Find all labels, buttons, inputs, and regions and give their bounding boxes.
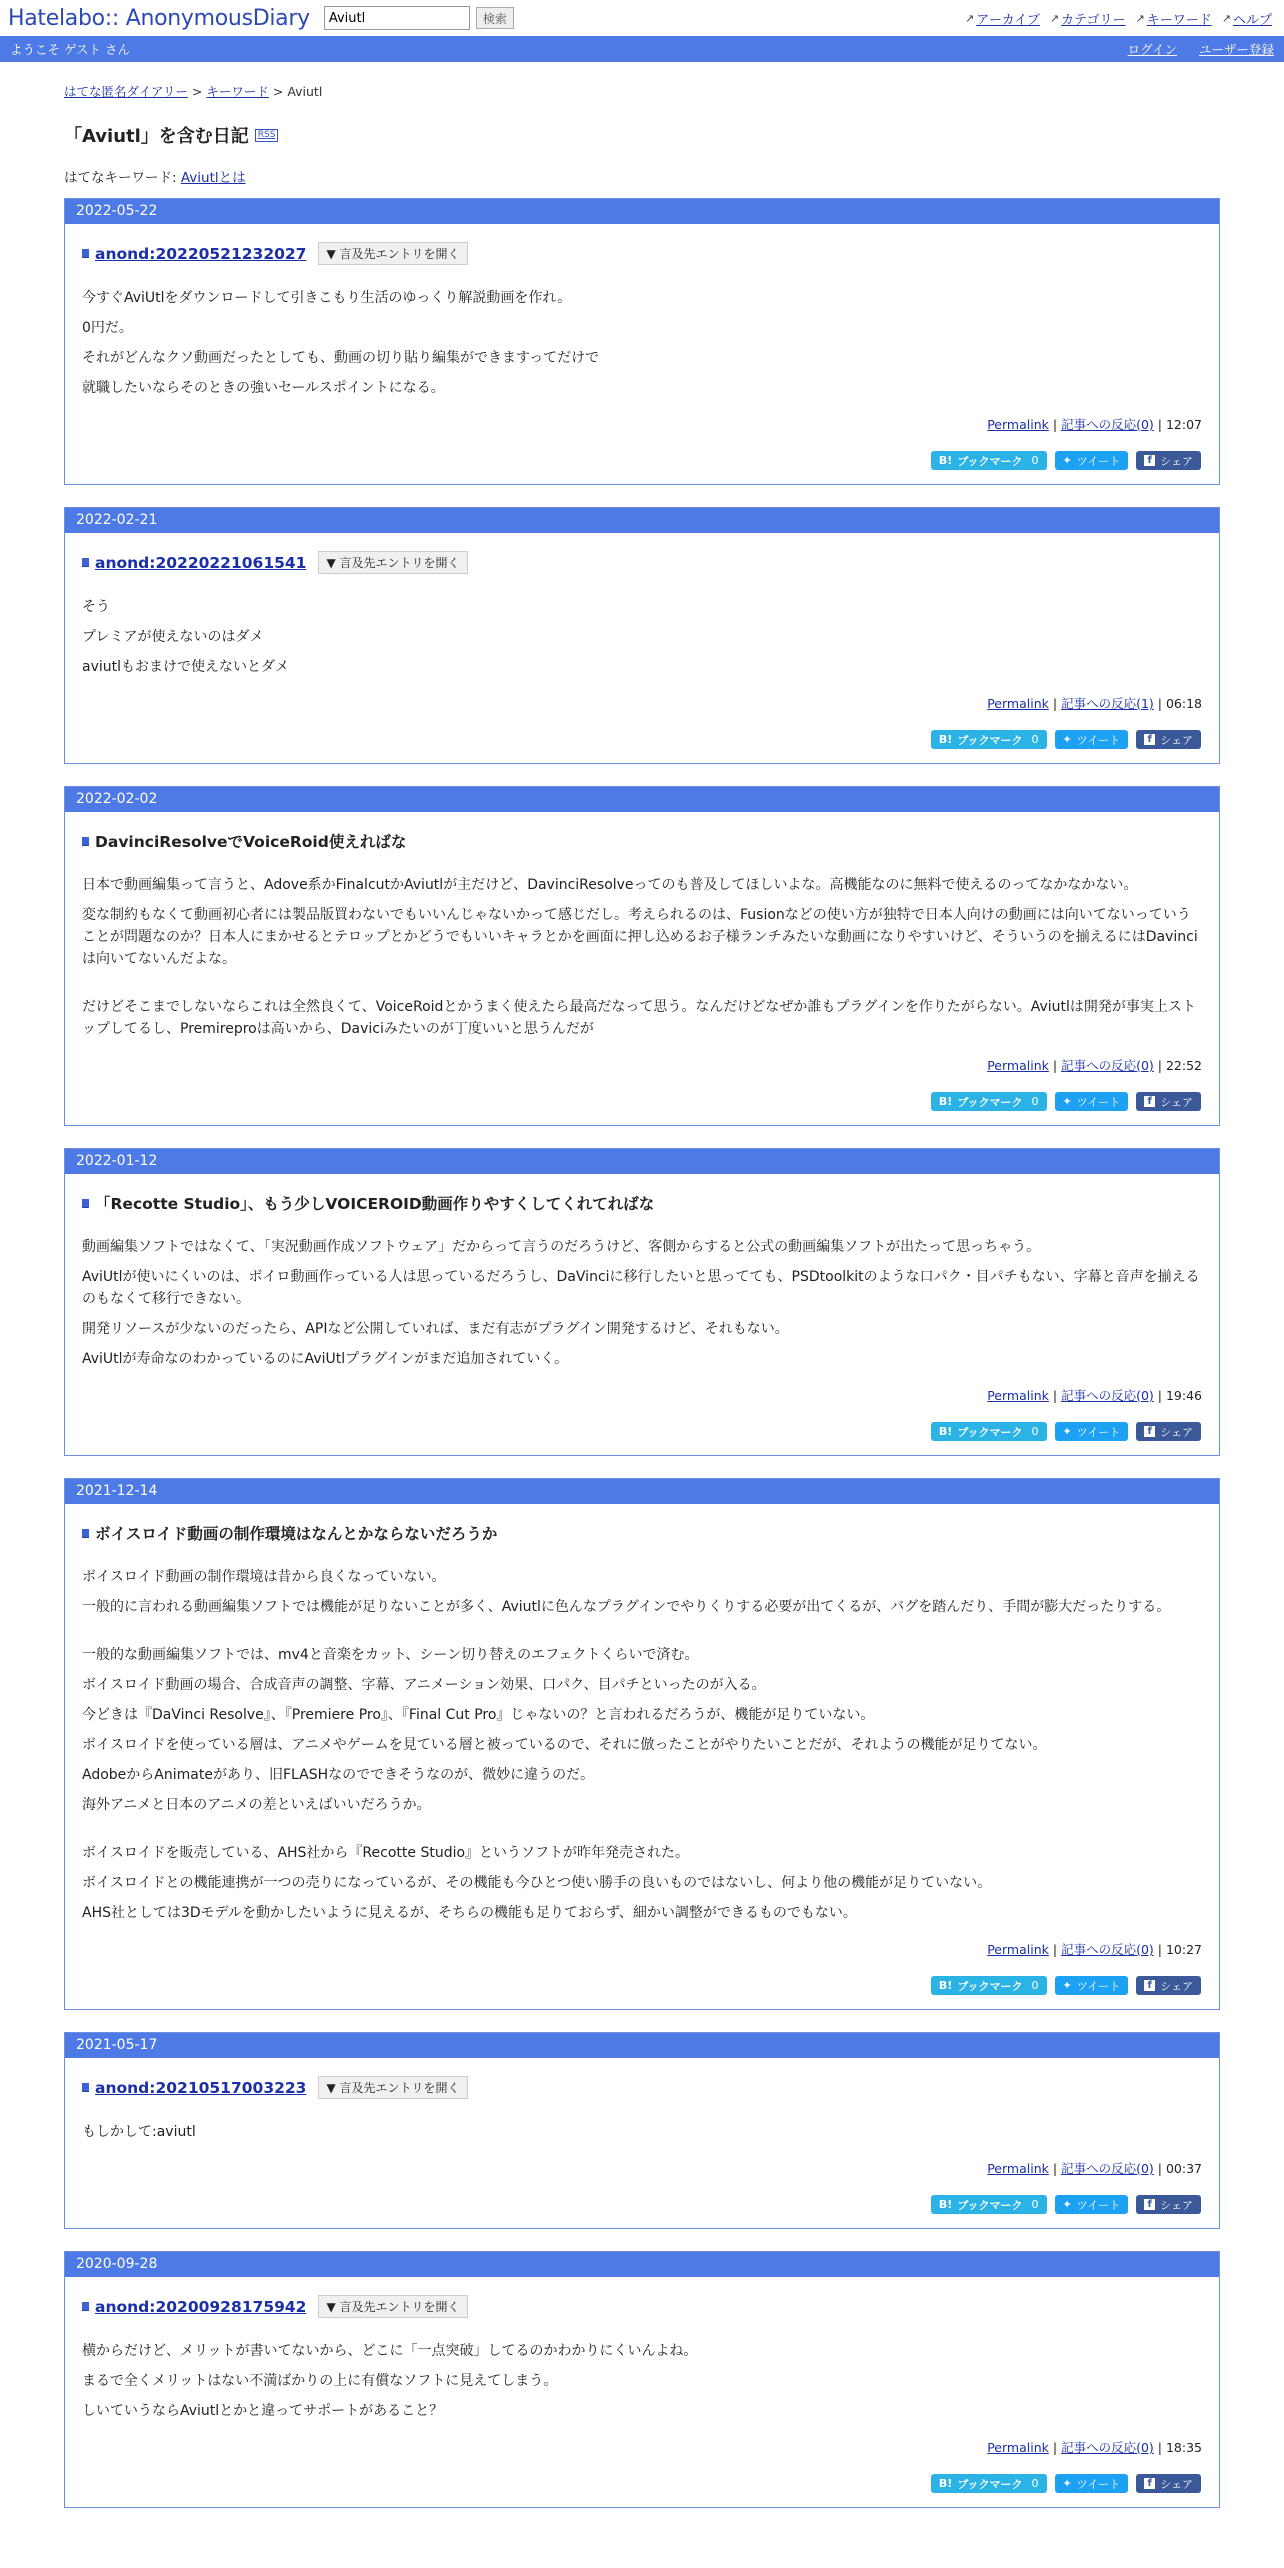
breadcrumb-separator: >: [272, 84, 284, 99]
entry-time: 12:07: [1165, 417, 1202, 432]
share-buttons: [82, 2195, 1202, 2214]
facebook-share-button[interactable]: [1136, 730, 1201, 749]
entry-title: [82, 554, 306, 572]
entry-time: 18:35: [1165, 2440, 1202, 2455]
reactions-link[interactable]: 記事への反応(0): [1061, 1388, 1154, 1403]
footer-separator: |: [1157, 1058, 1162, 1073]
welcome-text: ようこそ ゲスト さん: [10, 42, 130, 57]
entry-square-icon[interactable]: [82, 249, 89, 258]
entry-footer: [82, 1386, 1202, 1404]
facebook-icon: f: [1144, 734, 1155, 745]
twitter-bird-icon: ✦: [1062, 1095, 1072, 1108]
hatena-bookmark-icon: B!: [938, 1979, 953, 1992]
entry-paragraph: そう: [82, 599, 110, 615]
entry-paragraph: まるで全くメリットはない不満ばかりの上に有償なソフトに見えてしまう。: [82, 2373, 558, 2389]
breadcrumb-home-link[interactable]: はてな匿名ダイアリー: [64, 84, 188, 99]
entry-footer: [82, 415, 1202, 433]
nav-help-link[interactable]: ヘルプ: [1232, 13, 1272, 28]
arrow-icon: ↗: [1049, 12, 1060, 25]
footer-separator: |: [1052, 1942, 1058, 1957]
entry-title: [82, 2298, 306, 2316]
tweet-button[interactable]: [1055, 451, 1129, 470]
day-date: 2022-02-21: [65, 508, 1219, 533]
hatena-bookmark-count: 0: [1031, 733, 1039, 746]
day-date: 2022-05-22: [65, 199, 1219, 224]
facebook-icon: f: [1144, 455, 1155, 466]
entry: [65, 812, 1219, 1125]
expand-reference-button[interactable]: ▼ 言及先エントリを開く: [318, 2076, 467, 2099]
share-buttons: [82, 1422, 1202, 1441]
keyword-line: [64, 166, 1220, 186]
share-label: シェア: [1160, 1979, 1193, 1993]
page-title: [64, 122, 1220, 148]
breadcrumb-current: Aviutl: [287, 84, 323, 99]
entry-footer: [82, 1940, 1202, 1958]
entry-paragraph: 動画編集ソフトではなくて、「実況動画作成ソフトウェア」だからって言うのだろうけど、客側からすると公式の動画編集ソフトが出たって思っちゃう。: [82, 1239, 1041, 1255]
permalink-link[interactable]: Permalink: [987, 1058, 1049, 1073]
day-section: [64, 507, 1220, 764]
entry-square-icon[interactable]: [82, 558, 89, 567]
arrow-icon: ↗: [965, 12, 975, 25]
keyword-label: はてなキーワード:: [64, 170, 181, 186]
entry-body: [82, 1566, 1202, 1924]
hatena-bookmark-icon: B!: [938, 1425, 953, 1438]
share-label: シェア: [1160, 1425, 1193, 1439]
hatena-bookmark-count: 0: [1031, 2198, 1039, 2211]
facebook-share-button[interactable]: [1136, 1422, 1201, 1441]
entry: [65, 2277, 1219, 2507]
entry-square-icon[interactable]: [82, 1529, 89, 1538]
share-label: シェア: [1160, 454, 1193, 468]
day-date: 2021-12-14: [65, 1479, 1219, 1504]
day-section: [64, 2032, 1220, 2229]
day-section: [64, 1478, 1220, 2010]
share-label: シェア: [1160, 2198, 1193, 2212]
twitter-bird-icon: ✦: [1062, 2198, 1072, 2211]
entry-square-icon[interactable]: [82, 1199, 89, 1208]
share-label: シェア: [1160, 1095, 1193, 1109]
account-links: [1128, 40, 1274, 58]
entry-time: 19:46: [1165, 1388, 1202, 1403]
breadcrumb-separator: >: [191, 84, 203, 99]
tweet-label: ツイート: [1076, 2198, 1121, 2212]
arrow-icon: ↗: [1221, 12, 1231, 25]
reactions-link[interactable]: 記事への反応(1): [1061, 696, 1154, 711]
keyword-link[interactable]: Aviutlとは: [180, 170, 246, 186]
main-content: [64, 82, 1220, 2508]
hatena-bookmark-label: ブックマーク: [957, 1095, 1023, 1109]
tweet-button[interactable]: [1055, 730, 1129, 749]
entry-title: [82, 2079, 306, 2097]
arrow-icon: ↗: [1135, 12, 1145, 25]
permalink-link[interactable]: Permalink: [987, 417, 1049, 432]
entry-title-row: [82, 242, 1202, 265]
hatena-bookmark-button[interactable]: [931, 451, 1047, 470]
footer-separator: |: [1157, 696, 1162, 711]
entry-title-link[interactable]: anond:20200928175942: [95, 2297, 307, 2316]
facebook-icon: f: [1144, 2478, 1155, 2489]
nav-item-category: [1050, 9, 1126, 28]
nav-keyword-link[interactable]: キーワード: [1146, 13, 1212, 28]
footer-separator: |: [1052, 2161, 1058, 2176]
entry-paragraph: 横からだけど、メリットが書いてないから、どこに「一点突破」してるのかわかりにくいんよね。: [82, 2343, 698, 2359]
entry-body: [82, 596, 1202, 678]
blank-line: [82, 1824, 1202, 1842]
entry-title-row: [82, 2295, 1202, 2318]
day-date: 2021-05-17: [65, 2033, 1219, 2058]
entry: [65, 1174, 1219, 1455]
entry-title-text: DavinciResolveでVoiceRoid使えればな: [95, 833, 407, 851]
entry-footer: [82, 1056, 1202, 1074]
twitter-bird-icon: ✦: [1062, 1979, 1072, 1992]
entry: [65, 224, 1219, 484]
entry-body: [82, 874, 1202, 1040]
reactions-link[interactable]: 記事への反応(0): [1061, 2161, 1154, 2176]
entry-list: [64, 198, 1220, 2508]
twitter-bird-icon: ✦: [1062, 1425, 1072, 1438]
register-link[interactable]: ユーザー登録: [1198, 42, 1274, 57]
entry-paragraph: ボイスロイドとの機能連携が一つの売りになっているが、その機能も今ひとつ使い勝手の良いものではないし、何より他の機能が足りていない。: [82, 1875, 992, 1891]
entry-paragraph: 一般的な動画編集ソフトでは、mv4と音楽をカット、シーン切り替えのエフェクトくらいで済む。: [82, 1647, 699, 1663]
entry-square-icon[interactable]: [82, 2302, 89, 2311]
breadcrumb: [64, 82, 1220, 100]
tweet-label: ツイート: [1076, 454, 1121, 468]
hatena-bookmark-icon: B!: [938, 454, 953, 467]
entry-time: 22:52: [1165, 1058, 1202, 1073]
twitter-bird-icon: ✦: [1062, 454, 1072, 467]
entry-title-link[interactable]: anond:20210517003223: [95, 2078, 307, 2097]
footer-separator: |: [1157, 417, 1162, 432]
hatena-bookmark-count: 0: [1031, 1425, 1039, 1438]
entry-square-icon[interactable]: [82, 837, 89, 846]
footer-separator: |: [1157, 1942, 1162, 1957]
entry-title-row: [82, 2076, 1202, 2099]
entry-title-link[interactable]: anond:20220221061541: [95, 553, 307, 572]
facebook-share-button[interactable]: [1136, 1092, 1201, 1111]
entry-paragraph: aviutlもおまけで使えないとダメ: [82, 659, 290, 675]
site-logo[interactable]: Hatelabo:: AnonymousDiary: [8, 5, 310, 31]
footer-separator: |: [1052, 417, 1058, 432]
hatena-bookmark-icon: B!: [938, 2477, 953, 2490]
hatena-bookmark-label: ブックマーク: [957, 454, 1023, 468]
twitter-bird-icon: ✦: [1062, 2477, 1072, 2490]
day-date: 2022-01-12: [65, 1149, 1219, 1174]
entry-body: [82, 2340, 1202, 2422]
permalink-link[interactable]: Permalink: [987, 1388, 1049, 1403]
breadcrumb-keyword-link[interactable]: キーワード: [206, 84, 269, 99]
entry-paragraph: AviUtlが寿命なのわかっているのにAviUtlプラグインがまだ追加されていく。: [82, 1351, 569, 1367]
entry: [65, 533, 1219, 763]
permalink-link[interactable]: Permalink: [987, 1942, 1049, 1957]
entry-title-text: ボイスロイド動画の制作環境はなんとかならないだろうか: [95, 1525, 498, 1543]
facebook-icon: f: [1144, 1096, 1155, 1107]
entry-title-text: 「Recotte Studio」、もう少しVOICEROID動画作りやすくしてくれてればな: [95, 1195, 655, 1213]
entry-title: [82, 245, 306, 263]
entry-paragraph: 海外アニメと日本のアニメの差といえばいいだろうか。: [82, 1797, 431, 1813]
footer-separator: |: [1052, 2440, 1058, 2455]
entry-title: [82, 1192, 654, 1214]
entry-paragraph: 開発リソースが少ないのだったら、APIなど公開していれば、まだ有志がプラグイン開発するけど、それもない。: [82, 1321, 789, 1337]
hatena-bookmark-button[interactable]: [931, 1422, 1047, 1441]
hatena-bookmark-count: 0: [1031, 454, 1039, 467]
facebook-share-button[interactable]: [1136, 451, 1201, 470]
entry-title: [82, 830, 406, 852]
entry-paragraph: それがどんなクソ動画だったとしても、動画の切り貼り編集ができますってだけで: [82, 350, 600, 366]
blank-line: [82, 978, 1202, 996]
search-button[interactable]: 検索: [476, 7, 514, 29]
entry-footer: [82, 694, 1202, 712]
hatena-bookmark-button[interactable]: [931, 1092, 1047, 1111]
share-buttons: [82, 451, 1202, 470]
share-buttons: [82, 2474, 1202, 2493]
top-bar: [0, 0, 1284, 36]
footer-separator: |: [1052, 696, 1058, 711]
tweet-button[interactable]: [1055, 2474, 1129, 2493]
entry-paragraph: ボイスロイドを使っている層は、アニメやゲームを見ている層と被っているので、それに倣ったことがやりたいことだが、それようの機能が足りてない。: [82, 1737, 1047, 1753]
entry-paragraph: 就職したいならそのときの強いセールスポイントになる。: [82, 380, 445, 396]
entry: [65, 1504, 1219, 2009]
search-form: [324, 6, 514, 30]
login-link[interactable]: ログイン: [1127, 42, 1177, 57]
entry-paragraph: AviUtlが使いにくいのは、ボイロ動画作っている人は思っているだろうし、DaVinciに移行したいと思ってても、PSDtoolkitのような口パク・目パチもない、字幕と音声を揃えるのもなくて移行できない。: [82, 1269, 1200, 1307]
hatena-bookmark-label: ブックマーク: [957, 2198, 1023, 2212]
nav-item-keyword: [1136, 9, 1212, 28]
tweet-button[interactable]: [1055, 1422, 1129, 1441]
nav-archive-link[interactable]: アーカイブ: [976, 13, 1040, 28]
entry-paragraph: しいていうならAviutlとかと違ってサポートがあること？: [82, 2403, 444, 2419]
entry-paragraph: ボイスロイド動画の場合、合成音声の調整、字幕、アニメーション効果、口パク、目パチといったのが入る。: [82, 1677, 766, 1693]
hatena-bookmark-label: ブックマーク: [957, 733, 1023, 747]
day-section: [64, 198, 1220, 485]
permalink-link[interactable]: Permalink: [987, 2161, 1049, 2176]
welcome-bar: [0, 36, 1284, 62]
facebook-share-button[interactable]: [1136, 2195, 1201, 2214]
tweet-label: ツイート: [1076, 733, 1121, 747]
share-buttons: [82, 730, 1202, 749]
entry-paragraph: ボイスロイド動画の制作環境は昔から良くなっていない。: [82, 1569, 446, 1585]
share-label: シェア: [1160, 2477, 1193, 2491]
share-label: シェア: [1160, 733, 1193, 747]
hatena-bookmark-count: 0: [1031, 1979, 1039, 1992]
entry-body: [82, 287, 1202, 399]
footer-separator: |: [1157, 2161, 1162, 2176]
facebook-share-button[interactable]: [1136, 1976, 1201, 1995]
entry-title-link[interactable]: anond:20220521232027: [95, 244, 307, 263]
hatena-bookmark-label: ブックマーク: [957, 2477, 1023, 2491]
entry-footer: [82, 2438, 1202, 2456]
top-nav: [965, 9, 1272, 28]
footer-separator: |: [1157, 1388, 1162, 1403]
hatena-bookmark-label: ブックマーク: [957, 1979, 1023, 1993]
reactions-link[interactable]: 記事への反応(0): [1061, 417, 1154, 432]
hatena-bookmark-count: 0: [1031, 1095, 1039, 1108]
tweet-button[interactable]: [1055, 1976, 1129, 1995]
entry-paragraph: 0円だ。: [82, 320, 133, 336]
footer-separator: |: [1052, 1388, 1058, 1403]
nav-item-archive: [965, 9, 1040, 28]
footer-separator: |: [1157, 2440, 1162, 2455]
entry-title-row: [82, 1522, 1202, 1544]
entry-paragraph: AdobeからAnimateがあり、旧FLASHなのでできそうなのが、微妙に違うのだ。: [82, 1767, 595, 1783]
entry-paragraph: もしかして:aviutl: [82, 2124, 196, 2140]
nav-item-help: [1222, 9, 1272, 28]
entry-footer: [82, 2159, 1202, 2177]
tweet-label: ツイート: [1076, 2477, 1121, 2491]
rss-icon[interactable]: RSS: [255, 129, 279, 142]
hatena-bookmark-label: ブックマーク: [957, 1425, 1023, 1439]
page-title-text: 「Aviutl」を含む日記: [64, 126, 249, 147]
entry: [65, 2058, 1219, 2228]
tweet-label: ツイート: [1076, 1979, 1121, 1993]
entry-title-row: [82, 1192, 1202, 1214]
facebook-share-button[interactable]: [1136, 2474, 1201, 2493]
day-section: [64, 786, 1220, 1126]
hatena-bookmark-button[interactable]: [931, 2195, 1047, 2214]
hatena-bookmark-icon: B!: [938, 1095, 953, 1108]
facebook-icon: f: [1144, 1980, 1155, 1991]
entry-time: 06:18: [1165, 696, 1202, 711]
entry-title-row: [82, 551, 1202, 574]
expand-reference-button[interactable]: ▼ 言及先エントリを開く: [318, 551, 467, 574]
entry-title: [82, 1522, 497, 1544]
entry-body: [82, 1236, 1202, 1370]
entry-paragraph: 一般的に言われる動画編集ソフトでは機能が足りないことが多く、Aviutlに色んなプラグインでやりくりする必要が出てくるが、バグを踏んだり、手間が膨大だったりする。: [82, 1599, 1171, 1615]
day-section: [64, 1148, 1220, 1456]
entry-paragraph: 日本で動画編集って言うと、Adove系かFinalcutかAviutlが主だけど、DavinciResolveってのも普及してほしいよな。高機能なのに無料で使えるのってなかなかない。: [82, 877, 1138, 893]
entry-paragraph: 変な制約もなくて動画初心者には製品版買わないでもいいんじゃないかって感じだし。考えられるのは、Fusionなどの使い方が独特で日本人向けの動画には向いてないっていうことが問題なのか？日本人にまかせるとテロップとかどうでもいいキャラとかを画面に押し込めるお子様ランチみたいな動画になりやすいけど、そういうのを揃えるにはDavinciは向いてないんだよな。: [82, 907, 1198, 967]
reactions-link[interactable]: 記事への反応(0): [1061, 1058, 1154, 1073]
search-input[interactable]: [324, 6, 470, 30]
expand-reference-button[interactable]: ▼ 言及先エントリを開く: [318, 2295, 467, 2318]
permalink-link[interactable]: Permalink: [987, 2440, 1049, 2455]
entry-body: [82, 2121, 1202, 2143]
tweet-button[interactable]: [1055, 1092, 1129, 1111]
footer-separator: |: [1052, 1058, 1058, 1073]
entry-paragraph: プレミアが使えないのはダメ: [82, 629, 264, 645]
tweet-button[interactable]: [1055, 2195, 1129, 2214]
blank-line: [82, 1626, 1202, 1644]
hatena-bookmark-button[interactable]: [931, 1976, 1047, 1995]
facebook-icon: f: [1144, 2199, 1155, 2210]
hatena-bookmark-button[interactable]: [931, 2474, 1047, 2493]
reactions-link[interactable]: 記事への反応(0): [1061, 1942, 1154, 1957]
hatena-bookmark-icon: B!: [938, 733, 953, 746]
tweet-label: ツイート: [1076, 1095, 1121, 1109]
share-buttons: [82, 1092, 1202, 1111]
entry-paragraph: だけどそこまでしないならこれは全然良くて、VoiceRoidとかうまく使えたら最高だなって思う。なんだけどなぜか誰もプラグインを作りたがらない。Aviutlは開発が事実上ストップしてるし、Premireproは高いから、Daviciみたいのが丁度いいと思うんだが: [82, 999, 1196, 1037]
entry-time: 00:37: [1165, 2161, 1202, 2176]
entry-paragraph: ボイスロイドを販売している、AHS社から『Recotte Studio』というソフトが昨年発売された。: [82, 1845, 690, 1861]
nav-category-link[interactable]: カテゴリー: [1061, 13, 1126, 28]
tweet-label: ツイート: [1076, 1425, 1121, 1439]
day-date: 2020-09-28: [65, 2252, 1219, 2277]
hatena-bookmark-count: 0: [1031, 2477, 1039, 2490]
hatena-bookmark-button[interactable]: [931, 730, 1047, 749]
entry-square-icon[interactable]: [82, 2083, 89, 2092]
entry-title-row: [82, 830, 1202, 852]
entry-paragraph: AHS社としては3Dモデルを動かしたいように見えるが、そちらの機能も足りておらず、細かい調整ができるものでもない。: [82, 1905, 857, 1921]
entry-paragraph: 今すぐAviUtlをダウンロードして引きこもり生活のゆっくり解説動画を作れ。: [82, 290, 572, 306]
permalink-link[interactable]: Permalink: [987, 696, 1049, 711]
day-section: [64, 2251, 1220, 2508]
facebook-icon: f: [1144, 1426, 1155, 1437]
reactions-link[interactable]: 記事への反応(0): [1061, 2440, 1154, 2455]
hatena-bookmark-icon: B!: [938, 2198, 953, 2211]
day-date: 2022-02-02: [65, 787, 1219, 812]
entry-time: 10:27: [1165, 1942, 1202, 1957]
twitter-bird-icon: ✦: [1062, 733, 1072, 746]
share-buttons: [82, 1976, 1202, 1995]
expand-reference-button[interactable]: ▼ 言及先エントリを開く: [318, 242, 467, 265]
entry-paragraph: 今どきは『DaVinci Resolve』、『Premiere Pro』、『Final Cut Pro』じゃないの？と言われるだろうが、機能が足りていない。: [82, 1707, 875, 1723]
